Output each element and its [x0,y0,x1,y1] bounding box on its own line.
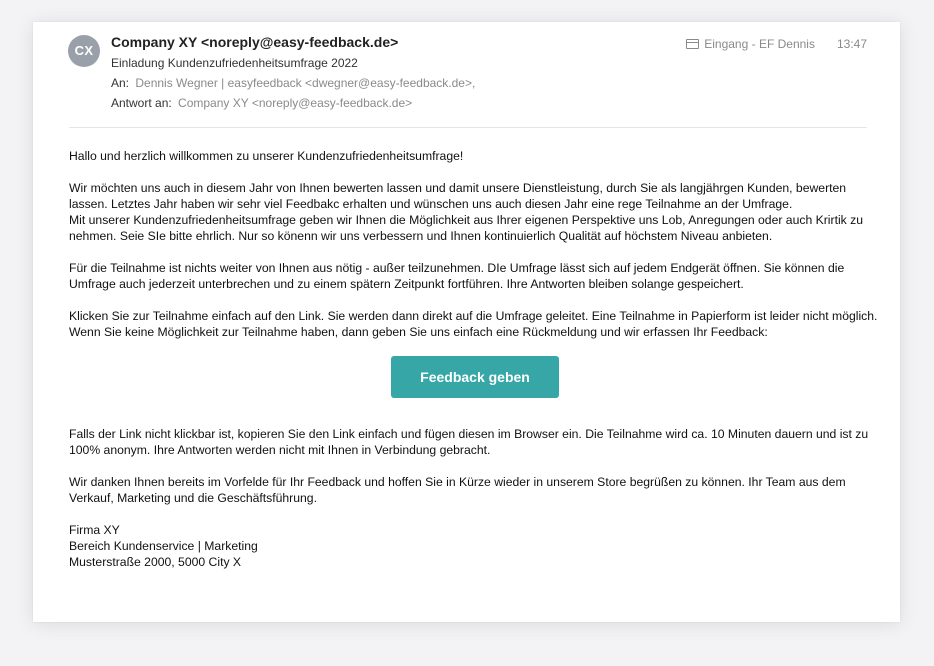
signature-department: Bereich Kundenservice | Marketing [69,539,258,553]
email-subject: Einladung Kundenzufriedenheitsumfrage 2022 [111,56,358,70]
reply-to-label: Antwort an: [111,96,172,110]
to-label: An: [111,76,130,90]
body-paragraph: Wir danken Ihnen bereits im Vorfelde für Ihr Feedback und hoffen Sie in Kürze wieder in unserem Store begrüßen zu können. Ihr Team aus dem Verkauf, Marketing und die Geschäftsführung. [69,475,846,505]
body-paragraph: Für die Teilnahme ist nichts weiter von Ihnen aus nötig - außer teilzunehmen. DIe Umfrage lässt sich auf jedem Endgerät öffnen. Sie können die Umfrage auch jederzeit unterbrechen und zu einem spätern Zeitpunkt fortführen. Ihre Antworten bleiben solange gespeichert. [69,261,845,291]
mailbox-icon [686,39,699,49]
signature-address: Musterstraße 2000, 5000 City X [69,555,242,569]
email-body [69,148,879,570]
sender[interactable]: Company XY <noreply@easy-feedback.de> [111,34,399,50]
reply-to-address[interactable]: Company XY <noreply@easy-feedback.de> [178,96,413,110]
feedback-button[interactable]: Feedback geben [391,356,559,398]
email-window [33,22,900,622]
header-divider [69,127,867,128]
avatar: CX [68,35,100,67]
button-container [69,356,879,398]
greeting: Hallo und herzlich willkommen zu unserer Kundenzufriedenheitsumfrage! [69,149,464,163]
body-paragraph: Klicken Sie zur Teilnahme einfach auf den Link. Sie werden dann direkt auf die Umfrage geleitet. Eine Teilnahme in Papierform ist leider nicht möglich. Wenn Sie keine Möglichkeit zur Teilnahme haben, dann geben Sie uns einfach eine Rückmeldung und wir erfassen Ihr Feedback: [69,309,878,339]
body-paragraph: Falls der Link nicht klickbar ist, kopieren Sie den Link einfach und fügen diesen im Browser ein. Die Teilnahme wird ca. 10 Minuten dauern und ist zu 100% anonym. Ihre Antworten werden nicht mit Ihnen in Verbindung gebracht. [69,427,869,457]
signature [69,522,879,570]
recipient-line [111,76,475,90]
body-paragraph: Mit unserer Kundenzufriedenheitsumfrage geben wir Ihnen die Möglichkeit aus Ihrer eigenen Perspektive uns Lob, Anregungen oder auch Krirtik zu nehmen. Seie SIe bitte ehrlich. Nur so könenn wir uns verbessern und Ihnen kontinuierlich Qualität auf höchstem Niveau anbieten. [69,213,864,243]
mailbox-name[interactable]: Eingang - EF Dennis [704,37,815,51]
to-recipient[interactable]: Dennis Wegner | easyfeedback <dwegner@easy-feedback.de>, [135,76,476,90]
signature-company: Firma XY [69,523,120,537]
body-paragraph: Wir möchten uns auch in diesem Jahr von Ihnen bewerten lassen und damit unsere Dienstleistung, durch Sie als langjährgen Kunden, bewerten lassen. Letztes Jahr haben wir sehr viel Feedbakc erhalten und wünschen uns auch diesen Jahr eine rege Teilnahme an der Umfrage. [69,181,847,211]
received-time: 13:47 [836,37,867,51]
message-meta [686,37,867,51]
reply-to-line [111,96,412,110]
